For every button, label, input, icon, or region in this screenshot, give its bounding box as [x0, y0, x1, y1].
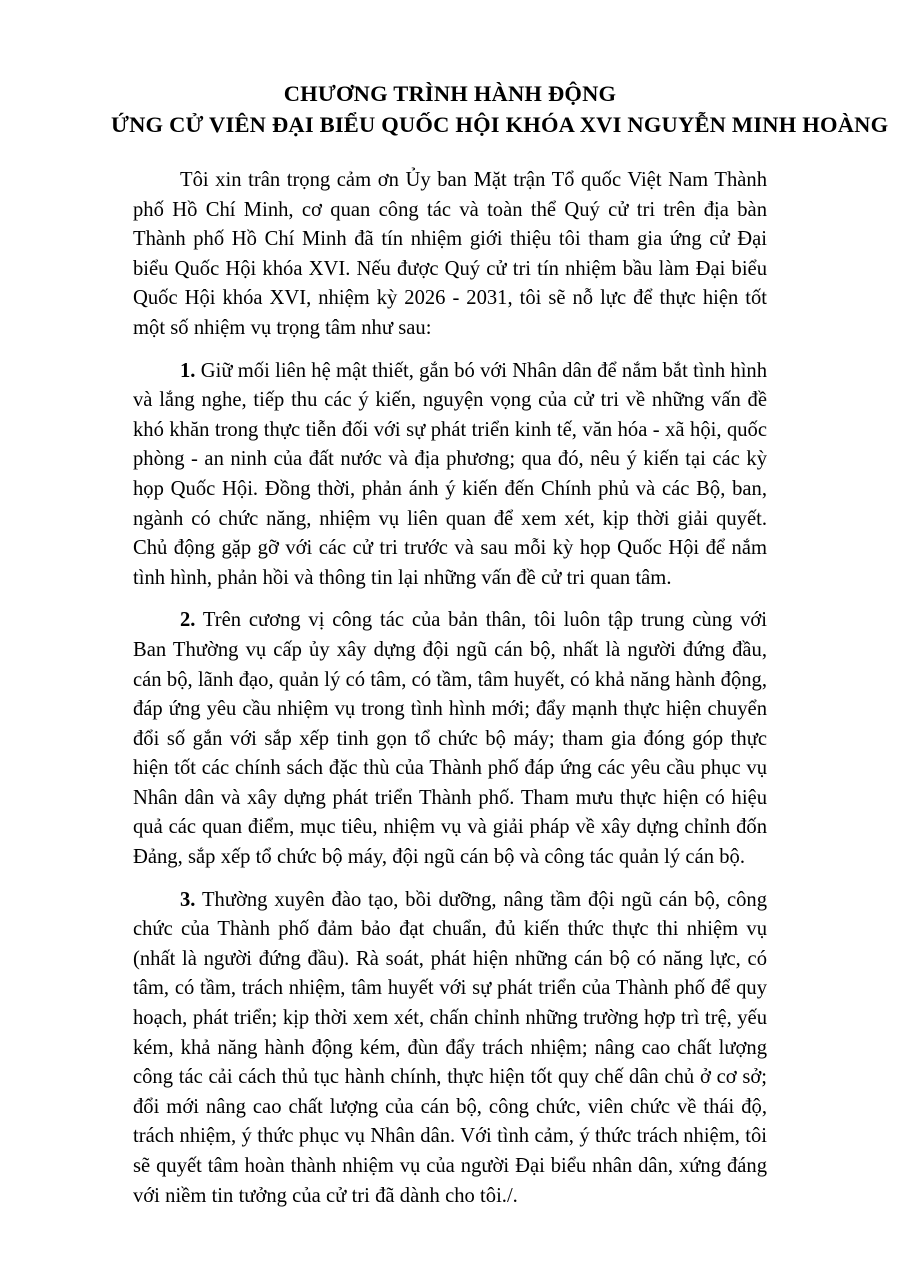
- document-title-line-1: CHƯƠNG TRÌNH HÀNH ĐỘNG: [283, 81, 617, 106]
- document-content: [111, 78, 889, 1211]
- paragraph-item-3-number: 3.: [180, 888, 196, 911]
- paragraph-item-2: [133, 606, 767, 872]
- paragraph-intro: [133, 166, 767, 344]
- document-title: [111, 78, 889, 140]
- document-title-line-2: ỨNG CỬ VIÊN ĐẠI BIỂU QUỐC HỘI KHÓA XVI NGUYỄN MINH HOÀNG: [111, 112, 889, 137]
- paragraph-item-2-number: 2.: [180, 609, 196, 632]
- paragraph-item-2-text: Trên cương vị công tác của bản thân, tôi luôn tập trung cùng với Ban Thường vụ cấp ủy xây dựng đội ngũ cán bộ, nhất là người đứng đầu, cán bộ, lãnh đạo, quản lý có tâm, có tầm, tâm huyết, có khả năng hành động, đáp ứng yêu cầu nhiệm vụ trong tình hình mới; đẩy mạnh thực hiện chuyển đổi số gắn với sắp xếp tinh gọn tổ chức bộ máy; tham gia đóng góp thực hiện tốt các chính sách đặc thù của Thành phố đáp ứng các yêu cầu phục vụ Nhân dân và xây dựng phát triển Thành phố. Tham mưu thực hiện có hiệu quả các quan điểm, mục tiêu, nhiệm vụ và giải pháp về xây dựng chỉnh đốn Đảng, sắp xếp tổ chức bộ máy, đội ngũ cán bộ và công tác quản lý cán bộ.: [133, 609, 767, 869]
- paragraph-item-3: [133, 886, 767, 1212]
- document-body: [133, 166, 767, 1211]
- paragraph-item-3-text: Thường xuyên đào tạo, bồi dưỡng, nâng tầm đội ngũ cán bộ, công chức của Thành phố đảm bảo đạt chuẩn, đủ kiến thức thực thi nhiệm vụ (nhất là người đứng đầu). Rà soát, phát hiện những cán bộ có năng lực, có tâm, có tầm, trách nhiệm, tâm huyết với sự phát triển của Thành phố để quy hoạch, phát triển; kịp thời xem xét, chấn chỉnh những trường hợp trì trệ, yếu kém, khả năng hành động kém, đùn đẩy trách nhiệm; nâng cao chất lượng công tác cải cách thủ tục hành chính, thực hiện tốt quy chế dân chủ ở cơ sở; đổi mới nâng cao chất lượng của cán bộ, công chức, viên chức về thái độ, trách nhiệm, ý thức phục vụ Nhân dân. Với tình cảm, ý thức trách nhiệm, tôi sẽ quyết tâm hoàn thành nhiệm vụ của người Đại biểu nhân dân, xứng đáng với niềm tin tưởng của cử tri đã dành cho tôi./.: [133, 888, 767, 1207]
- paragraph-item-1-number: 1.: [180, 359, 196, 382]
- paragraph-item-1: [133, 357, 767, 594]
- paragraph-intro-text: Tôi xin trân trọng cảm ơn Ủy ban Mặt trận Tổ quốc Việt Nam Thành phố Hồ Chí Minh, cơ quan công tác và toàn thể Quý cử tri trên địa bàn Thành phố Hồ Chí Minh đã tín nhiệm giới thiệu tôi tham gia ứng cử Đại biểu Quốc Hội khóa XVI. Nếu được Quý cử tri tín nhiệm bầu làm Đại biểu Quốc Hội khóa XVI, nhiệm kỳ 2026 - 2031, tôi sẽ nỗ lực để thực hiện tốt một số nhiệm vụ trọng tâm như sau:: [133, 169, 767, 339]
- paragraph-item-1-text: Giữ mối liên hệ mật thiết, gắn bó với Nhân dân để nắm bắt tình hình và lắng nghe, tiếp thu các ý kiến, nguyện vọng của cử tri về những vấn đề khó khăn trong thực tiễn đối với sự phát triển kinh tế, văn hóa - xã hội, quốc phòng - an ninh của đất nước và địa phương; qua đó, nêu ý kiến tại các kỳ họp Quốc Hội. Đồng thời, phản ánh ý kiến đến Chính phủ và các Bộ, ban, ngành có chức năng, nhiệm vụ liên quan để xem xét, kịp thời giải quyết. Chủ động gặp gỡ với các cử tri trước và sau mỗi kỳ họp Quốc Hội để nắm tình hình, phản hồi và thông tin lại những vấn đề cử tri quan tâm.: [133, 359, 768, 589]
